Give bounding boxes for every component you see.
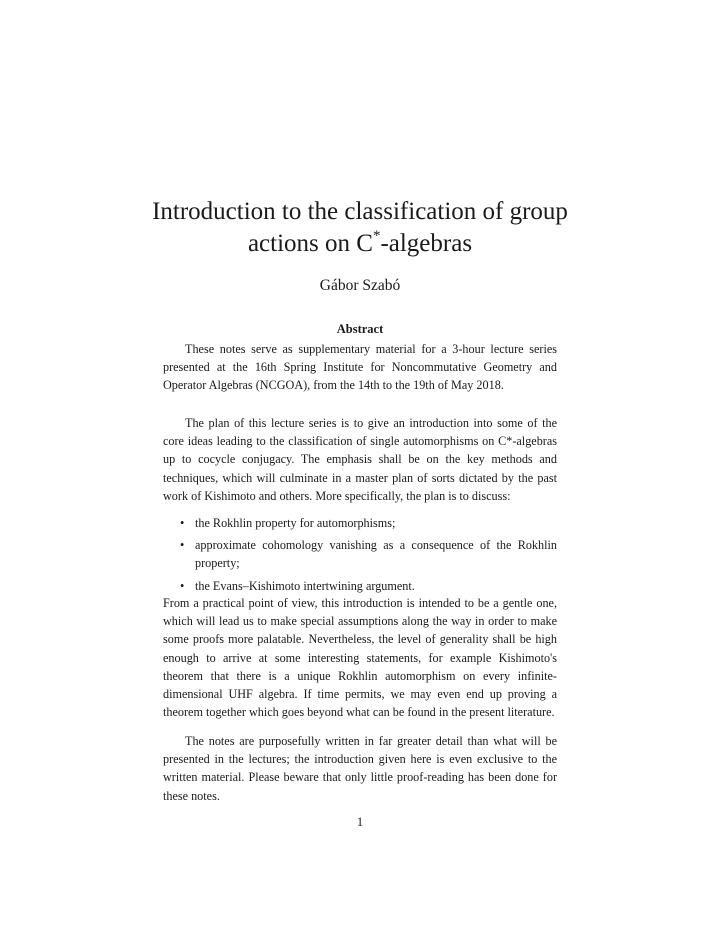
page-number: 1 <box>356 815 364 829</box>
abstract-paragraph-2-text: The plan of this lecture series is to give an introduction into some of the core ideas leading to the classification of single automorphisms on C*-algebras up to cocycle conjugacy. The emphasis shall be on the key methods and techniques, which will culminate in a master plan of sorts dictated by the past work of Kishimoto and others. More specifically, the plan is to discuss: <box>163 416 557 503</box>
list-item <box>163 514 557 532</box>
title-line-2-post: -algebras <box>380 230 473 257</box>
abstract-paragraph-3 <box>163 594 557 721</box>
bullet-icon: • <box>180 538 185 553</box>
title-line-2-pre: actions on C <box>247 230 373 257</box>
abstract-paragraph-1 <box>163 340 557 395</box>
title-superscript: * <box>372 227 381 244</box>
title-line-1: Introduction to the classification of group <box>152 198 568 225</box>
list-item-text: approximate cohomology vanishing as a consequence of the Rokhlin property; <box>195 538 557 571</box>
title-line-2 <box>60 228 660 260</box>
abstract-heading: Abstract <box>336 322 384 336</box>
list-item <box>163 536 557 572</box>
abstract-paragraph-2 <box>163 414 557 505</box>
abstract-paragraph-4 <box>163 732 557 805</box>
paper-title <box>60 196 660 260</box>
abstract-paragraph-3-text: From a practical point of view, this introduction is intended to be a gentle one, which will lead us to make special assumptions along the way in order to make some proofs more palatable. Nevertheless, the level of generality shall be high enough to arrive at some interesting statements, for example Kishimoto's theorem that there is a unique Rokhlin automorphism on every infinite-dimensional UHF algebra. If time permits, we may even end up proving a theorem together which goes beyond what can be found in the present literature. <box>163 596 557 720</box>
abstract-paragraph-1-text: These notes serve as supplementary material for a 3-hour lecture series presented at the 16th Spring Institute for Noncommutative Geometry and Operator Algebras (NCGOA), from the 14th to the 19th of May 2018. <box>163 342 557 393</box>
list-item <box>163 577 557 595</box>
bullet-icon: • <box>180 578 185 593</box>
list-item-text: the Rokhlin property for automorphisms; <box>195 516 396 530</box>
abstract-paragraph-4-text: The notes are purposefully written in far greater detail than what will be presented in the lectures; the introduction given here is even exclusive to the written material. Please beware that only little proof-reading has been done for these notes. <box>163 734 557 803</box>
topic-list <box>163 514 557 599</box>
bullet-icon: • <box>180 516 185 530</box>
author-name: Gábor Szabó <box>319 277 401 294</box>
list-item-text: the Evans–Kishimoto intertwining argument. <box>195 578 415 593</box>
